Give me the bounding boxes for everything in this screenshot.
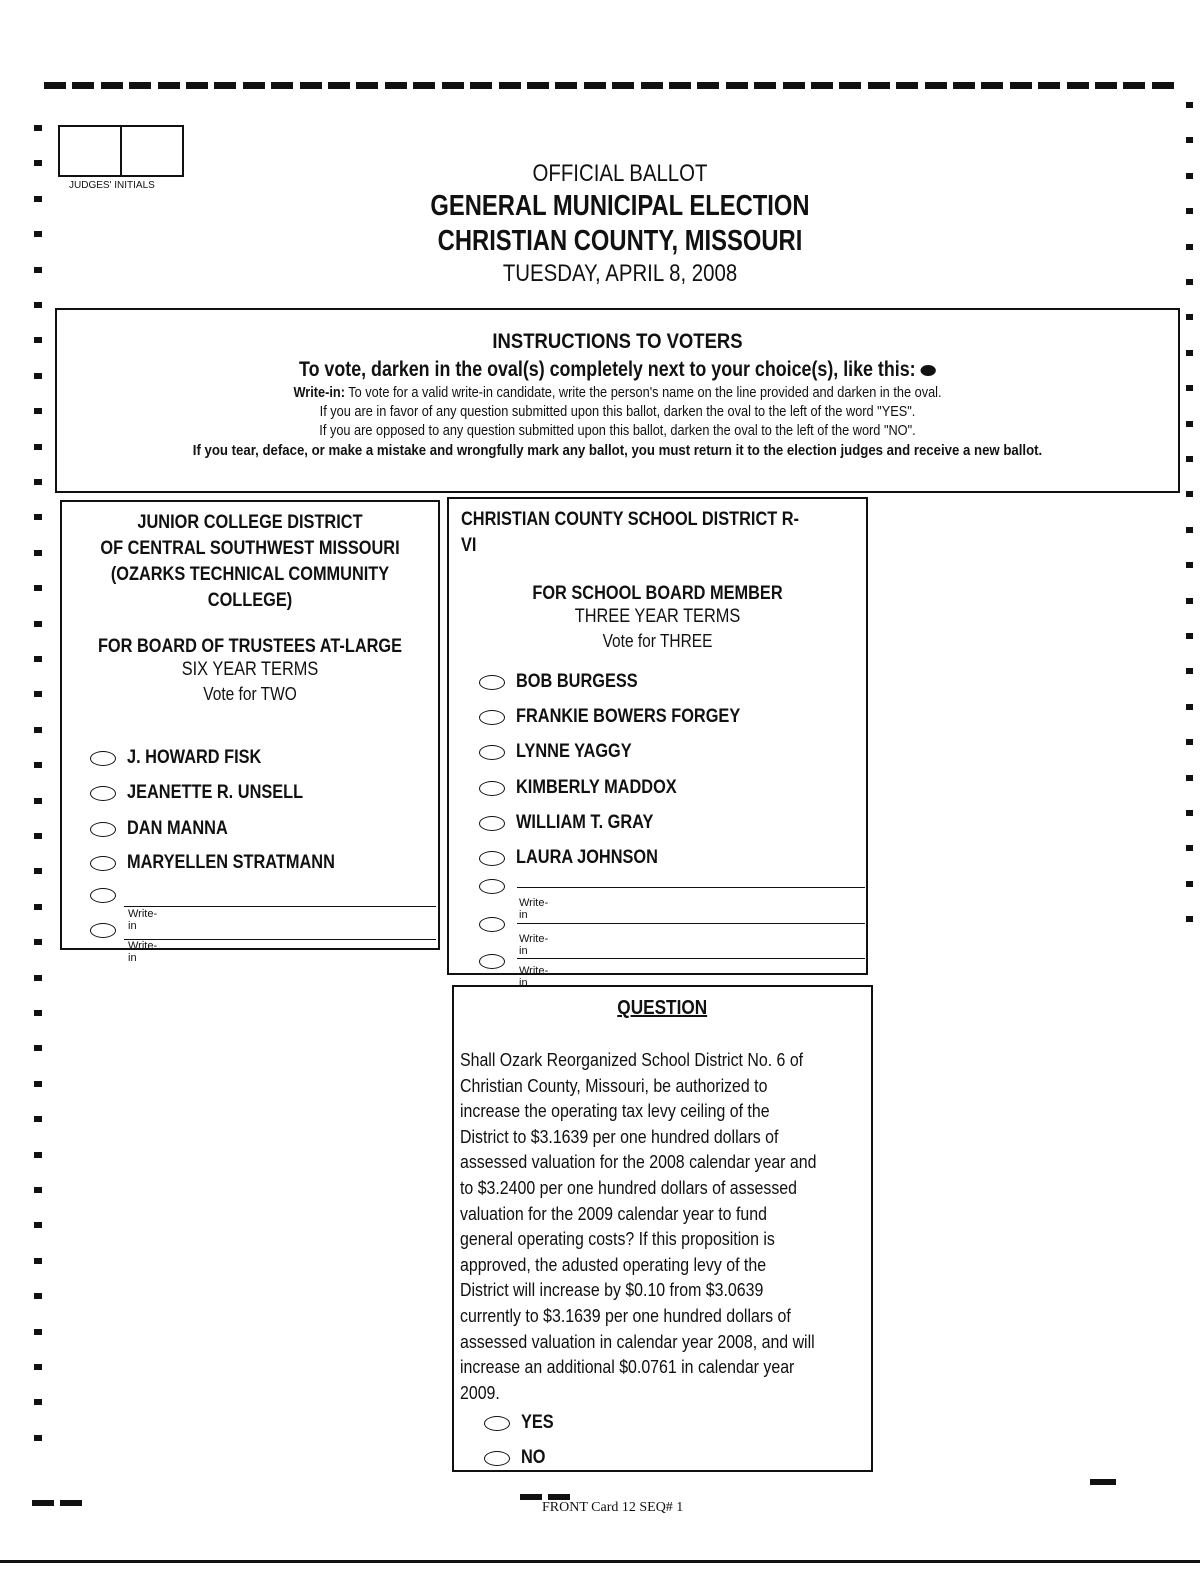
instructions-main [141,358,1094,382]
timing-mark [356,82,378,89]
timing-mark [925,82,947,89]
contest-title-line: COLLEGE) [207,590,293,611]
timing-mark [34,231,42,237]
timing-mark [1095,82,1117,89]
timing-mark [34,337,42,343]
timing-mark [34,1116,42,1122]
timing-mark [896,82,918,89]
timing-mark [34,762,42,768]
timing-mark [1186,775,1193,781]
ballot-question [452,985,873,1472]
timing-mark [34,975,42,981]
timing-mark [1186,421,1193,427]
candidate-option[interactable] [90,852,369,874]
county-name: CHRISTIAN COUNTY, MISSOURI [437,225,803,257]
timing-mark [34,125,42,131]
question-text: Shall Ozark Reorganized School District No. 6 of Christian County, Missouri, be authorized to increase the operating tax levy ceiling of the District to $3.1639 per one hundred dollars of assessed valuation for the 2008 calendar year and to $3.2400 per one hundred dollars of assessed valuation for the 2009 calendar year to fund general operating costs? If this proposition is approved, the adusted operating levy of the District will increase by $0.10 from $3.0639 currently to $3.1639 per one hundred dollars of assessed valuation in calendar year 2008, and will increase an additional $0.0761 in calendar year 2009. [460,1049,817,1403]
timing-mark [1123,82,1145,89]
no-label: NO [521,1447,546,1468]
writein-line[interactable] [517,923,865,924]
question-title [454,997,871,1020]
timing-mark [34,1435,42,1441]
timing-mark [385,82,407,89]
timing-mark [1186,102,1193,108]
timing-mark [34,550,42,556]
writein-label: Write-in [128,940,158,964]
timing-mark [499,82,521,89]
bottom-timing-marks-left [32,1493,88,1511]
timing-mark [1186,668,1193,674]
oval-icon[interactable] [479,710,505,725]
oval-icon[interactable] [484,1451,510,1466]
timing-mark [1152,82,1174,89]
timing-mark [34,514,42,520]
oval-icon[interactable] [479,675,505,690]
candidate-option[interactable] [479,706,777,728]
timing-mark [1186,208,1193,214]
timing-mark [527,82,549,89]
instructions-favor: If you are in favor of any question submitted upon this ballot, darken the oval to the left of the word "YES". [319,404,916,420]
writein-instructions: To vote for a valid write-in candidate, write the person's name on the line provided and darken in the oval. [348,385,942,401]
candidate-name: MARYELLEN STRATMANN [127,852,335,873]
timing-mark [34,479,42,485]
candidate-name: DAN MANNA [127,818,228,839]
candidate-option[interactable] [90,818,244,840]
contest-school-district [447,497,868,989]
timing-mark [34,444,42,450]
timing-mark [34,1364,42,1370]
candidate-name: FRANKIE BOWERS FORGEY [516,706,741,727]
candidate-name: WILLIAM T. GRAY [516,812,654,833]
judges-initials-box[interactable] [58,125,184,177]
term-length: SIX YEAR TERMS [181,659,319,680]
timing-mark [1186,173,1193,179]
writein-label: Write-in [519,933,549,957]
oval-icon[interactable] [479,745,505,760]
oval-icon[interactable] [90,923,116,938]
vote-for: Vote for TWO [203,684,297,704]
timing-mark [34,691,42,697]
timing-mark [413,82,435,89]
timing-mark [34,160,42,166]
timing-mark [34,798,42,804]
timing-mark [186,82,208,89]
timing-mark [1038,82,1060,89]
writein-line[interactable] [124,906,436,907]
writein-line[interactable] [124,939,436,940]
candidate-name: BOB BURGESS [516,671,638,692]
timing-mark [214,82,236,89]
oval-icon[interactable] [479,879,505,894]
instructions-writein [124,385,1110,401]
bottom-rule [0,1560,1200,1563]
timing-mark [34,1222,42,1228]
timing-mark [34,267,42,273]
writein-line[interactable] [517,887,865,888]
instructions-box [55,308,1180,493]
instructions-tear: If you tear, deface, or make a mistake and wrongfully mark any ballot, you must return it to the election judges and receive a new ballot. [192,442,1043,459]
timing-mark [697,82,719,89]
oval-icon[interactable] [90,786,116,801]
timing-mark [34,1010,42,1016]
timing-mark [612,82,634,89]
right-timing-marks [1186,0,1196,1571]
judges-initials-label: JUDGES' INITIALS [69,180,155,191]
card-footer: FRONT Card 12 SEQ# 1 [542,1500,684,1515]
timing-mark [34,621,42,627]
timing-mark [34,585,42,591]
oval-icon[interactable] [479,851,505,866]
judges-initial-cell[interactable] [60,127,120,175]
timing-mark [1186,810,1193,816]
timing-mark [811,82,833,89]
timing-mark [328,82,350,89]
timing-mark [1186,562,1193,568]
filled-oval-example-icon [921,365,936,376]
timing-mark [34,904,42,910]
timing-mark [34,408,42,414]
timing-mark [584,82,606,89]
writein-option[interactable] [479,879,549,921]
timing-mark [1186,244,1193,250]
timing-mark [1186,456,1193,462]
writein-option[interactable] [90,923,158,964]
timing-mark [1186,633,1193,639]
timing-mark [726,82,748,89]
instructions-main-text: To vote, darken in the oval(s) completely next to your choice(s), like this: [298,358,916,381]
no-option[interactable] [484,1447,550,1469]
timing-mark [1186,845,1193,851]
timing-mark [34,196,42,202]
timing-mark [158,82,180,89]
candidate-name: KIMBERLY MADDOX [516,777,677,798]
timing-mark [129,82,151,89]
election-name: GENERAL MUNICIPAL ELECTION [430,190,810,222]
timing-mark [34,656,42,662]
timing-mark [1067,82,1089,89]
candidate-option[interactable] [479,812,676,834]
timing-mark [1186,598,1193,604]
candidate-name: LAURA JOHNSON [516,847,658,868]
contest-title-line: (OZARKS TECHNICAL COMMUNITY [110,564,390,585]
timing-mark [34,1152,42,1158]
writein-label: Write-in [128,908,158,932]
timing-mark [470,82,492,89]
contest-junior-college [60,500,440,964]
timing-mark [271,82,293,89]
timing-mark [300,82,322,89]
ballot-header [370,160,870,288]
timing-mark [34,1293,42,1299]
candidate-option[interactable] [90,782,332,804]
ballot-title: OFFICIAL BALLOT [532,160,708,187]
candidate-name: J. HOWARD FISK [127,747,262,768]
timing-mark [953,82,975,89]
contest-title: CHRISTIAN COUNTY SCHOOL DISTRICT R-VI [461,509,800,556]
oval-icon[interactable] [479,781,505,796]
timing-mark [839,82,861,89]
contest-title-line: OF CENTRAL SOUTHWEST MISSOURI [100,538,400,559]
candidate-option[interactable] [479,777,703,799]
candidate-option[interactable] [479,741,650,763]
instructions-opposed: If you are opposed to any question submitted upon this ballot, darken the oval to the left of the word "NO". [319,423,916,439]
timing-mark [34,302,42,308]
timing-mark [1186,739,1193,745]
oval-icon[interactable] [90,751,116,766]
timing-mark [34,1081,42,1087]
timing-mark [34,1045,42,1051]
timing-mark [243,82,265,89]
timing-mark [34,373,42,379]
timing-mark [34,1399,42,1405]
timing-mark [868,82,890,89]
writein-option[interactable] [90,888,158,932]
timing-mark [669,82,691,89]
left-timing-marks [34,0,44,1571]
oval-icon[interactable] [90,822,116,837]
timing-mark [34,833,42,839]
yes-label: YES [521,1412,554,1433]
writein-option[interactable] [479,917,549,957]
writein-option[interactable] [479,954,549,989]
timing-mark [1186,704,1193,710]
candidate-name: LYNNE YAGGY [516,741,632,762]
timing-mark [34,1329,42,1335]
question-title-text: QUESTION [617,997,708,1019]
writein-label: Write-in: [293,385,345,401]
timing-mark [981,82,1003,89]
timing-mark [555,82,577,89]
timing-mark [101,82,123,89]
timing-mark [1186,491,1193,497]
timing-mark [783,82,805,89]
oval-icon[interactable] [90,856,116,871]
timing-mark [1186,314,1193,320]
oval-icon[interactable] [479,816,505,831]
candidate-option[interactable] [479,671,657,693]
term-length: THREE YEAR TERMS [574,606,741,627]
office-title: FOR BOARD OF TRUSTEES AT-LARGE [97,636,403,657]
office-title: FOR SCHOOL BOARD MEMBER [532,583,783,604]
timing-mark [1186,881,1193,887]
election-date: TUESDAY, APRIL 8, 2008 [502,260,738,287]
timing-mark [34,939,42,945]
timing-mark [1186,350,1193,356]
writein-line[interactable] [517,958,865,959]
timing-mark [754,82,776,89]
writein-label: Write-in [519,897,549,921]
oval-icon[interactable] [479,954,505,969]
instructions-title: INSTRUCTIONS TO VOTERS [492,330,743,353]
timing-mark [1010,82,1032,89]
contest-title-line: JUNIOR COLLEGE DISTRICT [137,512,363,533]
timing-mark [1186,527,1193,533]
timing-mark [34,1187,42,1193]
timing-mark [641,82,663,89]
yes-option[interactable] [484,1412,559,1434]
timing-mark [44,82,66,89]
timing-mark [1186,385,1193,391]
contest-title [62,510,438,614]
timing-mark [72,82,94,89]
timing-mark [34,1258,42,1264]
candidate-name: JEANETTE R. UNSELL [127,782,304,803]
oval-icon[interactable] [90,888,116,903]
timing-mark [1186,137,1193,143]
timing-mark [442,82,464,89]
oval-icon[interactable] [484,1416,510,1431]
bottom-timing-mark-right [1090,1479,1116,1485]
timing-mark [34,868,42,874]
oval-icon[interactable] [479,917,505,932]
writein-label: Write-in [519,965,549,989]
judges-initial-cell[interactable] [120,127,182,175]
candidate-option[interactable] [479,847,681,869]
timing-mark [1186,916,1193,922]
vote-for: Vote for THREE [602,631,713,651]
timing-mark [1186,279,1193,285]
candidate-option[interactable] [90,747,283,769]
top-timing-marks [44,82,1174,92]
timing-mark [34,727,42,733]
